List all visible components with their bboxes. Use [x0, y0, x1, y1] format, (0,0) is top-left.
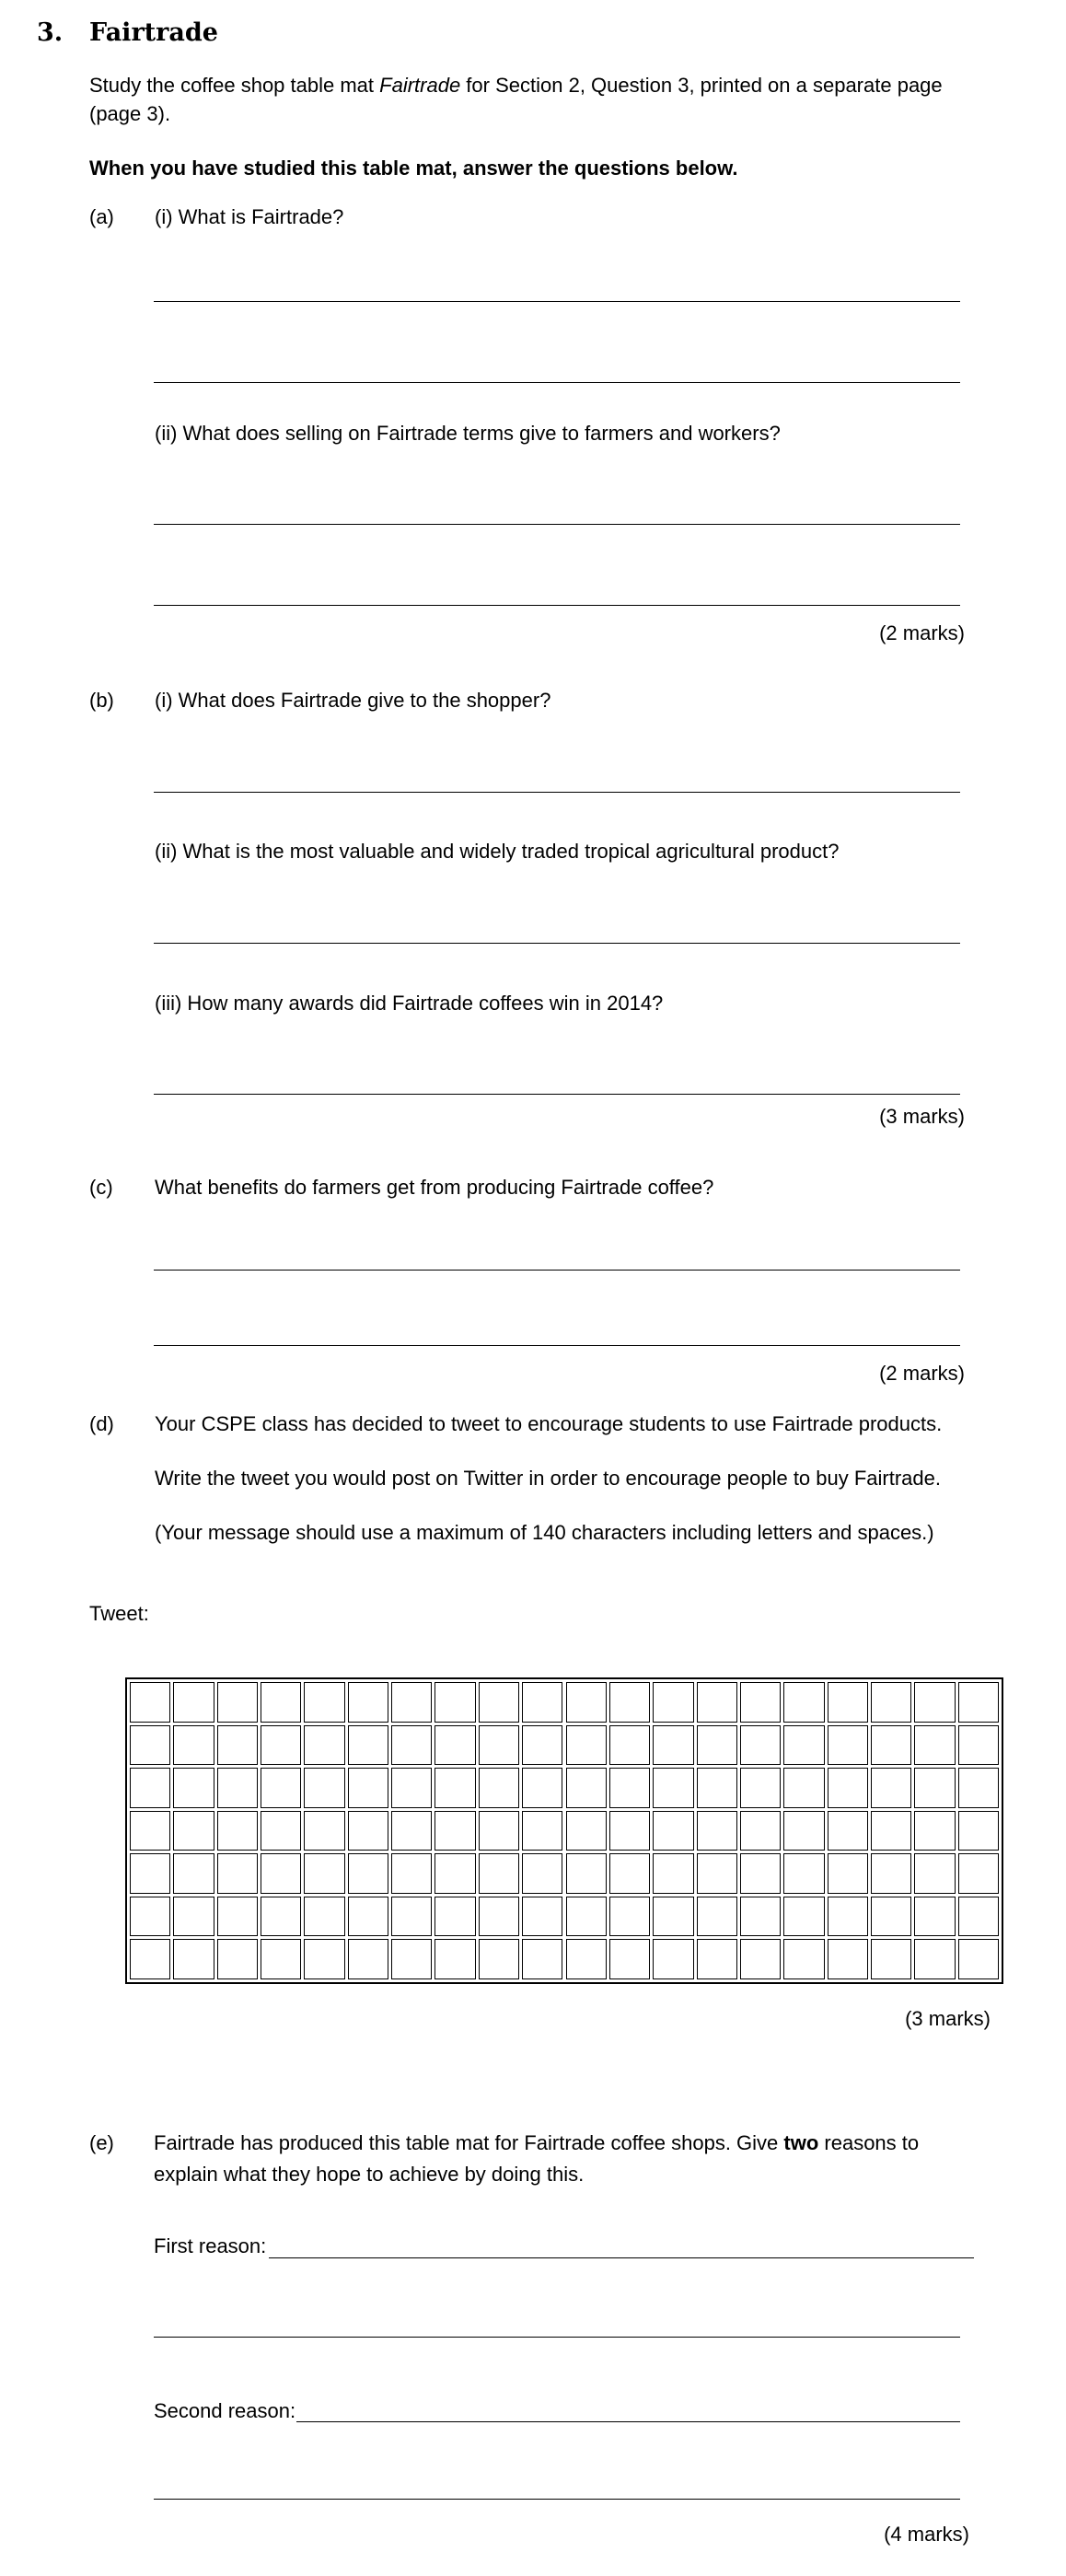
answer-line[interactable]: [154, 1345, 960, 1346]
part-e-text-start: Fairtrade has produced this table mat for Fairtrade coffee shops. Give: [154, 2131, 784, 2154]
tweet-grid-cell[interactable]: [522, 1725, 562, 1766]
tweet-grid-cell[interactable]: [697, 1897, 737, 1937]
tweet-grid-cell[interactable]: [783, 1725, 824, 1766]
tweet-grid-cell[interactable]: [217, 1768, 258, 1808]
tweet-grid-cell[interactable]: [522, 1897, 562, 1937]
part-d-marks: (3 marks): [905, 2007, 991, 2030]
tweet-grid-cell[interactable]: [609, 1939, 650, 1979]
part-b-question-i: (i) What does Fairtrade give to the shopper?: [155, 689, 551, 712]
tweet-grid-cell[interactable]: [697, 1853, 737, 1894]
tweet-grid-cell[interactable]: [261, 1811, 301, 1851]
tweet-grid-cell[interactable]: [130, 1725, 170, 1766]
tweet-grid-cell[interactable]: [697, 1811, 737, 1851]
tweet-grid-cell[interactable]: [435, 1939, 475, 1979]
tweet-grid-cell[interactable]: [522, 1811, 562, 1851]
tweet-grid-cell[interactable]: [435, 1811, 475, 1851]
tweet-grid-cell[interactable]: [304, 1725, 344, 1766]
tweet-grid-cell[interactable]: [914, 1811, 955, 1851]
tweet-grid-cell[interactable]: [173, 1768, 214, 1808]
tweet-grid-cell[interactable]: [173, 1682, 214, 1723]
tweet-grid-cell[interactable]: [871, 1768, 911, 1808]
tweet-grid-cell[interactable]: [130, 1939, 170, 1979]
tweet-grid-cell[interactable]: [828, 1768, 868, 1808]
tweet-grid-cell[interactable]: [740, 1853, 781, 1894]
tweet-grid-cell[interactable]: [217, 1897, 258, 1937]
tweet-grid-cell[interactable]: [740, 1682, 781, 1723]
tweet-grid-cell[interactable]: [479, 1682, 519, 1723]
tweet-grid-cell[interactable]: [697, 1768, 737, 1808]
tweet-grid-cell[interactable]: [522, 1682, 562, 1723]
tweet-grid-cell[interactable]: [783, 1939, 824, 1979]
part-c-label: (c): [89, 1176, 113, 1199]
tweet-grid-cell[interactable]: [828, 1897, 868, 1937]
tweet-grid-cell[interactable]: [871, 1682, 911, 1723]
tweet-grid-cell[interactable]: [828, 1853, 868, 1894]
tweet-grid-cell[interactable]: [653, 1853, 693, 1894]
tweet-grid-cell[interactable]: [391, 1725, 432, 1766]
part-b-marks: (3 marks): [879, 1105, 965, 1128]
answer-line[interactable]: [154, 382, 960, 383]
tweet-grid-cell[interactable]: [783, 1768, 824, 1808]
tweet-grid-cell[interactable]: [783, 1853, 824, 1894]
tweet-grid-cell[interactable]: [435, 1897, 475, 1937]
tweet-grid-cell[interactable]: [391, 1897, 432, 1937]
tweet-grid-cell[interactable]: [522, 1853, 562, 1894]
tweet-grid-cell[interactable]: [828, 1725, 868, 1766]
tweet-grid-cell[interactable]: [697, 1725, 737, 1766]
tweet-grid-cell[interactable]: [653, 1725, 693, 1766]
tweet-grid-cell[interactable]: [871, 1853, 911, 1894]
tweet-grid-cell[interactable]: [261, 1768, 301, 1808]
tweet-grid-cell[interactable]: [958, 1897, 999, 1937]
tweet-grid-cell[interactable]: [304, 1853, 344, 1894]
part-e-text-bold: two: [783, 2131, 819, 2154]
instruction-text: When you have studied this table mat, answer the questions below.: [89, 157, 738, 180]
answer-line[interactable]: [154, 792, 960, 793]
intro-text-line2: (page 3).: [89, 102, 171, 125]
tweet-grid-cell[interactable]: [653, 1768, 693, 1808]
tweet-grid-cell[interactable]: [871, 1725, 911, 1766]
tweet-grid-cell[interactable]: [828, 1939, 868, 1979]
tweet-grid-cell[interactable]: [914, 1939, 955, 1979]
question-title: Fairtrade: [89, 18, 218, 47]
tweet-grid-cell[interactable]: [348, 1768, 388, 1808]
tweet-grid-cell[interactable]: [130, 1811, 170, 1851]
tweet-grid-cell[interactable]: [479, 1811, 519, 1851]
tweet-grid-cell[interactable]: [828, 1811, 868, 1851]
part-c-question: What benefits do farmers get from producing Fairtrade coffee?: [155, 1176, 714, 1199]
tweet-grid-cell[interactable]: [522, 1768, 562, 1808]
tweet-grid-cell[interactable]: [609, 1853, 650, 1894]
tweet-grid-cell[interactable]: [348, 1811, 388, 1851]
tweet-grid-cell[interactable]: [609, 1725, 650, 1766]
answer-line[interactable]: [154, 301, 960, 302]
tweet-grid-cell[interactable]: [566, 1811, 607, 1851]
tweet-grid-cell[interactable]: [479, 1939, 519, 1979]
tweet-grid-cell[interactable]: [261, 1682, 301, 1723]
part-b-question-ii: (ii) What is the most valuable and widely traded tropical agricultural product?: [155, 840, 840, 863]
tweet-grid-cell[interactable]: [871, 1811, 911, 1851]
part-b-label: (b): [89, 689, 114, 712]
tweet-label: Tweet:: [89, 1602, 149, 1625]
tweet-grid-cell[interactable]: [348, 1682, 388, 1723]
tweet-grid-cell[interactable]: [261, 1897, 301, 1937]
tweet-grid-cell[interactable]: [740, 1811, 781, 1851]
answer-line[interactable]: [154, 2337, 960, 2338]
tweet-grid-cell[interactable]: [479, 1897, 519, 1937]
tweet-grid-cell[interactable]: [391, 1682, 432, 1723]
tweet-grid-cell[interactable]: [391, 1853, 432, 1894]
first-reason-label: First reason:: [154, 2234, 267, 2257]
tweet-grid-cell[interactable]: [783, 1811, 824, 1851]
tweet-grid[interactable]: [125, 1677, 1003, 1984]
tweet-grid-cell[interactable]: [304, 1811, 344, 1851]
tweet-grid-cell[interactable]: [783, 1682, 824, 1723]
answer-line[interactable]: [154, 1270, 960, 1271]
tweet-grid-cell[interactable]: [217, 1682, 258, 1723]
tweet-grid-cell[interactable]: [914, 1768, 955, 1808]
tweet-grid-cell[interactable]: [653, 1939, 693, 1979]
tweet-grid-cell[interactable]: [348, 1725, 388, 1766]
answer-line[interactable]: [154, 524, 960, 525]
tweet-grid-cell[interactable]: [697, 1682, 737, 1723]
tweet-grid-cell[interactable]: [173, 1853, 214, 1894]
tweet-grid-cell[interactable]: [130, 1897, 170, 1937]
tweet-grid-cell[interactable]: [566, 1682, 607, 1723]
tweet-grid-cell[interactable]: [609, 1897, 650, 1937]
tweet-grid-cell[interactable]: [391, 1768, 432, 1808]
tweet-grid-cell[interactable]: [217, 1811, 258, 1851]
tweet-grid-cell[interactable]: [217, 1853, 258, 1894]
tweet-grid-cell[interactable]: [783, 1897, 824, 1937]
tweet-grid-cell[interactable]: [914, 1853, 955, 1894]
tweet-grid-cell[interactable]: [435, 1768, 475, 1808]
tweet-grid-cell[interactable]: [871, 1939, 911, 1979]
tweet-grid-cell[interactable]: [391, 1811, 432, 1851]
tweet-grid-cell[interactable]: [391, 1939, 432, 1979]
tweet-grid-cell[interactable]: [173, 1939, 214, 1979]
tweet-grid-cell[interactable]: [828, 1682, 868, 1723]
tweet-grid-cell[interactable]: [173, 1725, 214, 1766]
answer-line[interactable]: [154, 605, 960, 606]
tweet-grid-cell[interactable]: [261, 1725, 301, 1766]
tweet-grid-cell[interactable]: [173, 1811, 214, 1851]
tweet-grid-cell[interactable]: [130, 1682, 170, 1723]
tweet-grid-cell[interactable]: [435, 1682, 475, 1723]
part-c-marks: (2 marks): [879, 1362, 965, 1385]
tweet-grid-cell[interactable]: [435, 1725, 475, 1766]
tweet-grid-cell[interactable]: [740, 1897, 781, 1937]
tweet-grid-cell[interactable]: [479, 1853, 519, 1894]
tweet-grid-cell[interactable]: [609, 1811, 650, 1851]
tweet-grid-cell[interactable]: [130, 1853, 170, 1894]
tweet-grid-cell[interactable]: [348, 1853, 388, 1894]
tweet-grid-cell[interactable]: [566, 1853, 607, 1894]
part-e-label: (e): [89, 2131, 114, 2154]
tweet-grid-cell[interactable]: [435, 1853, 475, 1894]
tweet-grid-cell[interactable]: [958, 1768, 999, 1808]
question-number: 3.: [37, 18, 64, 47]
part-e-text-line2: explain what they hope to achieve by doing this.: [154, 2163, 585, 2186]
tweet-grid-cell[interactable]: [261, 1939, 301, 1979]
answer-line[interactable]: [154, 2499, 960, 2500]
tweet-grid-cell[interactable]: [653, 1682, 693, 1723]
tweet-grid-cell[interactable]: [697, 1939, 737, 1979]
tweet-grid-cell[interactable]: [522, 1939, 562, 1979]
tweet-grid-cell[interactable]: [566, 1725, 607, 1766]
part-d-label: (d): [89, 1412, 114, 1435]
second-reason-label: Second reason:: [154, 2399, 296, 2422]
first-reason-answer-line[interactable]: [269, 2257, 974, 2258]
tweet-grid-cell[interactable]: [261, 1853, 301, 1894]
tweet-grid-cell[interactable]: [653, 1811, 693, 1851]
tweet-grid-cell[interactable]: [914, 1682, 955, 1723]
tweet-grid-cell[interactable]: [217, 1725, 258, 1766]
answer-line[interactable]: [154, 1094, 960, 1095]
tweet-grid-cell[interactable]: [871, 1897, 911, 1937]
part-a-question-ii: (ii) What does selling on Fairtrade terms give to farmers and workers?: [155, 422, 781, 445]
tweet-grid-cell[interactable]: [566, 1897, 607, 1937]
tweet-grid-cell[interactable]: [740, 1939, 781, 1979]
part-d-text-line1: Your CSPE class has decided to tweet to encourage students to use Fairtrade products.: [155, 1412, 943, 1435]
tweet-grid-cell[interactable]: [958, 1939, 999, 1979]
tweet-grid-cell[interactable]: [479, 1725, 519, 1766]
tweet-grid-cell[interactable]: [348, 1897, 388, 1937]
part-b-question-iii: (iii) How many awards did Fairtrade coffees win in 2014?: [155, 992, 664, 1015]
answer-line[interactable]: [154, 943, 960, 944]
part-e-text-end: reasons to: [818, 2131, 920, 2154]
tweet-grid-cell[interactable]: [914, 1897, 955, 1937]
tweet-grid-cell[interactable]: [609, 1682, 650, 1723]
tweet-grid-cell[interactable]: [609, 1768, 650, 1808]
intro-text-italic: Fairtrade: [379, 74, 461, 97]
tweet-grid-cell[interactable]: [304, 1768, 344, 1808]
part-a-label: (a): [89, 205, 114, 228]
tweet-grid-cell[interactable]: [130, 1768, 170, 1808]
tweet-grid-cell[interactable]: [217, 1939, 258, 1979]
tweet-grid-cell[interactable]: [740, 1725, 781, 1766]
tweet-grid-cell[interactable]: [566, 1939, 607, 1979]
intro-text-start: Study the coffee shop table mat: [89, 74, 380, 97]
second-reason-answer-line[interactable]: [296, 2421, 960, 2422]
tweet-grid-cell[interactable]: [304, 1682, 344, 1723]
intro-text: [89, 74, 943, 98]
tweet-grid-cell[interactable]: [958, 1682, 999, 1723]
part-a-marks: (2 marks): [879, 621, 965, 644]
part-e-text-line1: [154, 2131, 919, 2155]
tweet-grid-cell[interactable]: [173, 1897, 214, 1937]
tweet-grid-cell[interactable]: [958, 1853, 999, 1894]
tweet-grid-cell[interactable]: [958, 1725, 999, 1766]
tweet-grid-cell[interactable]: [304, 1897, 344, 1937]
tweet-grid-cell[interactable]: [958, 1811, 999, 1851]
part-e-marks: (4 marks): [884, 2523, 969, 2546]
tweet-grid-cell[interactable]: [914, 1725, 955, 1766]
tweet-grid-cell[interactable]: [566, 1768, 607, 1808]
part-a-question-i: (i) What is Fairtrade?: [155, 205, 344, 228]
intro-text-end: for Section 2, Question 3, printed on a separate page: [460, 74, 943, 97]
tweet-grid-cell[interactable]: [479, 1768, 519, 1808]
tweet-grid-cell[interactable]: [304, 1939, 344, 1979]
tweet-grid-cell[interactable]: [653, 1897, 693, 1937]
part-d-text-line2: Write the tweet you would post on Twitter in order to encourage people to buy Fairtrade.: [155, 1467, 942, 1490]
part-d-text-line3: (Your message should use a maximum of 140 characters including letters and spaces.): [155, 1521, 934, 1544]
tweet-grid-cell[interactable]: [740, 1768, 781, 1808]
tweet-grid-cell[interactable]: [348, 1939, 388, 1979]
